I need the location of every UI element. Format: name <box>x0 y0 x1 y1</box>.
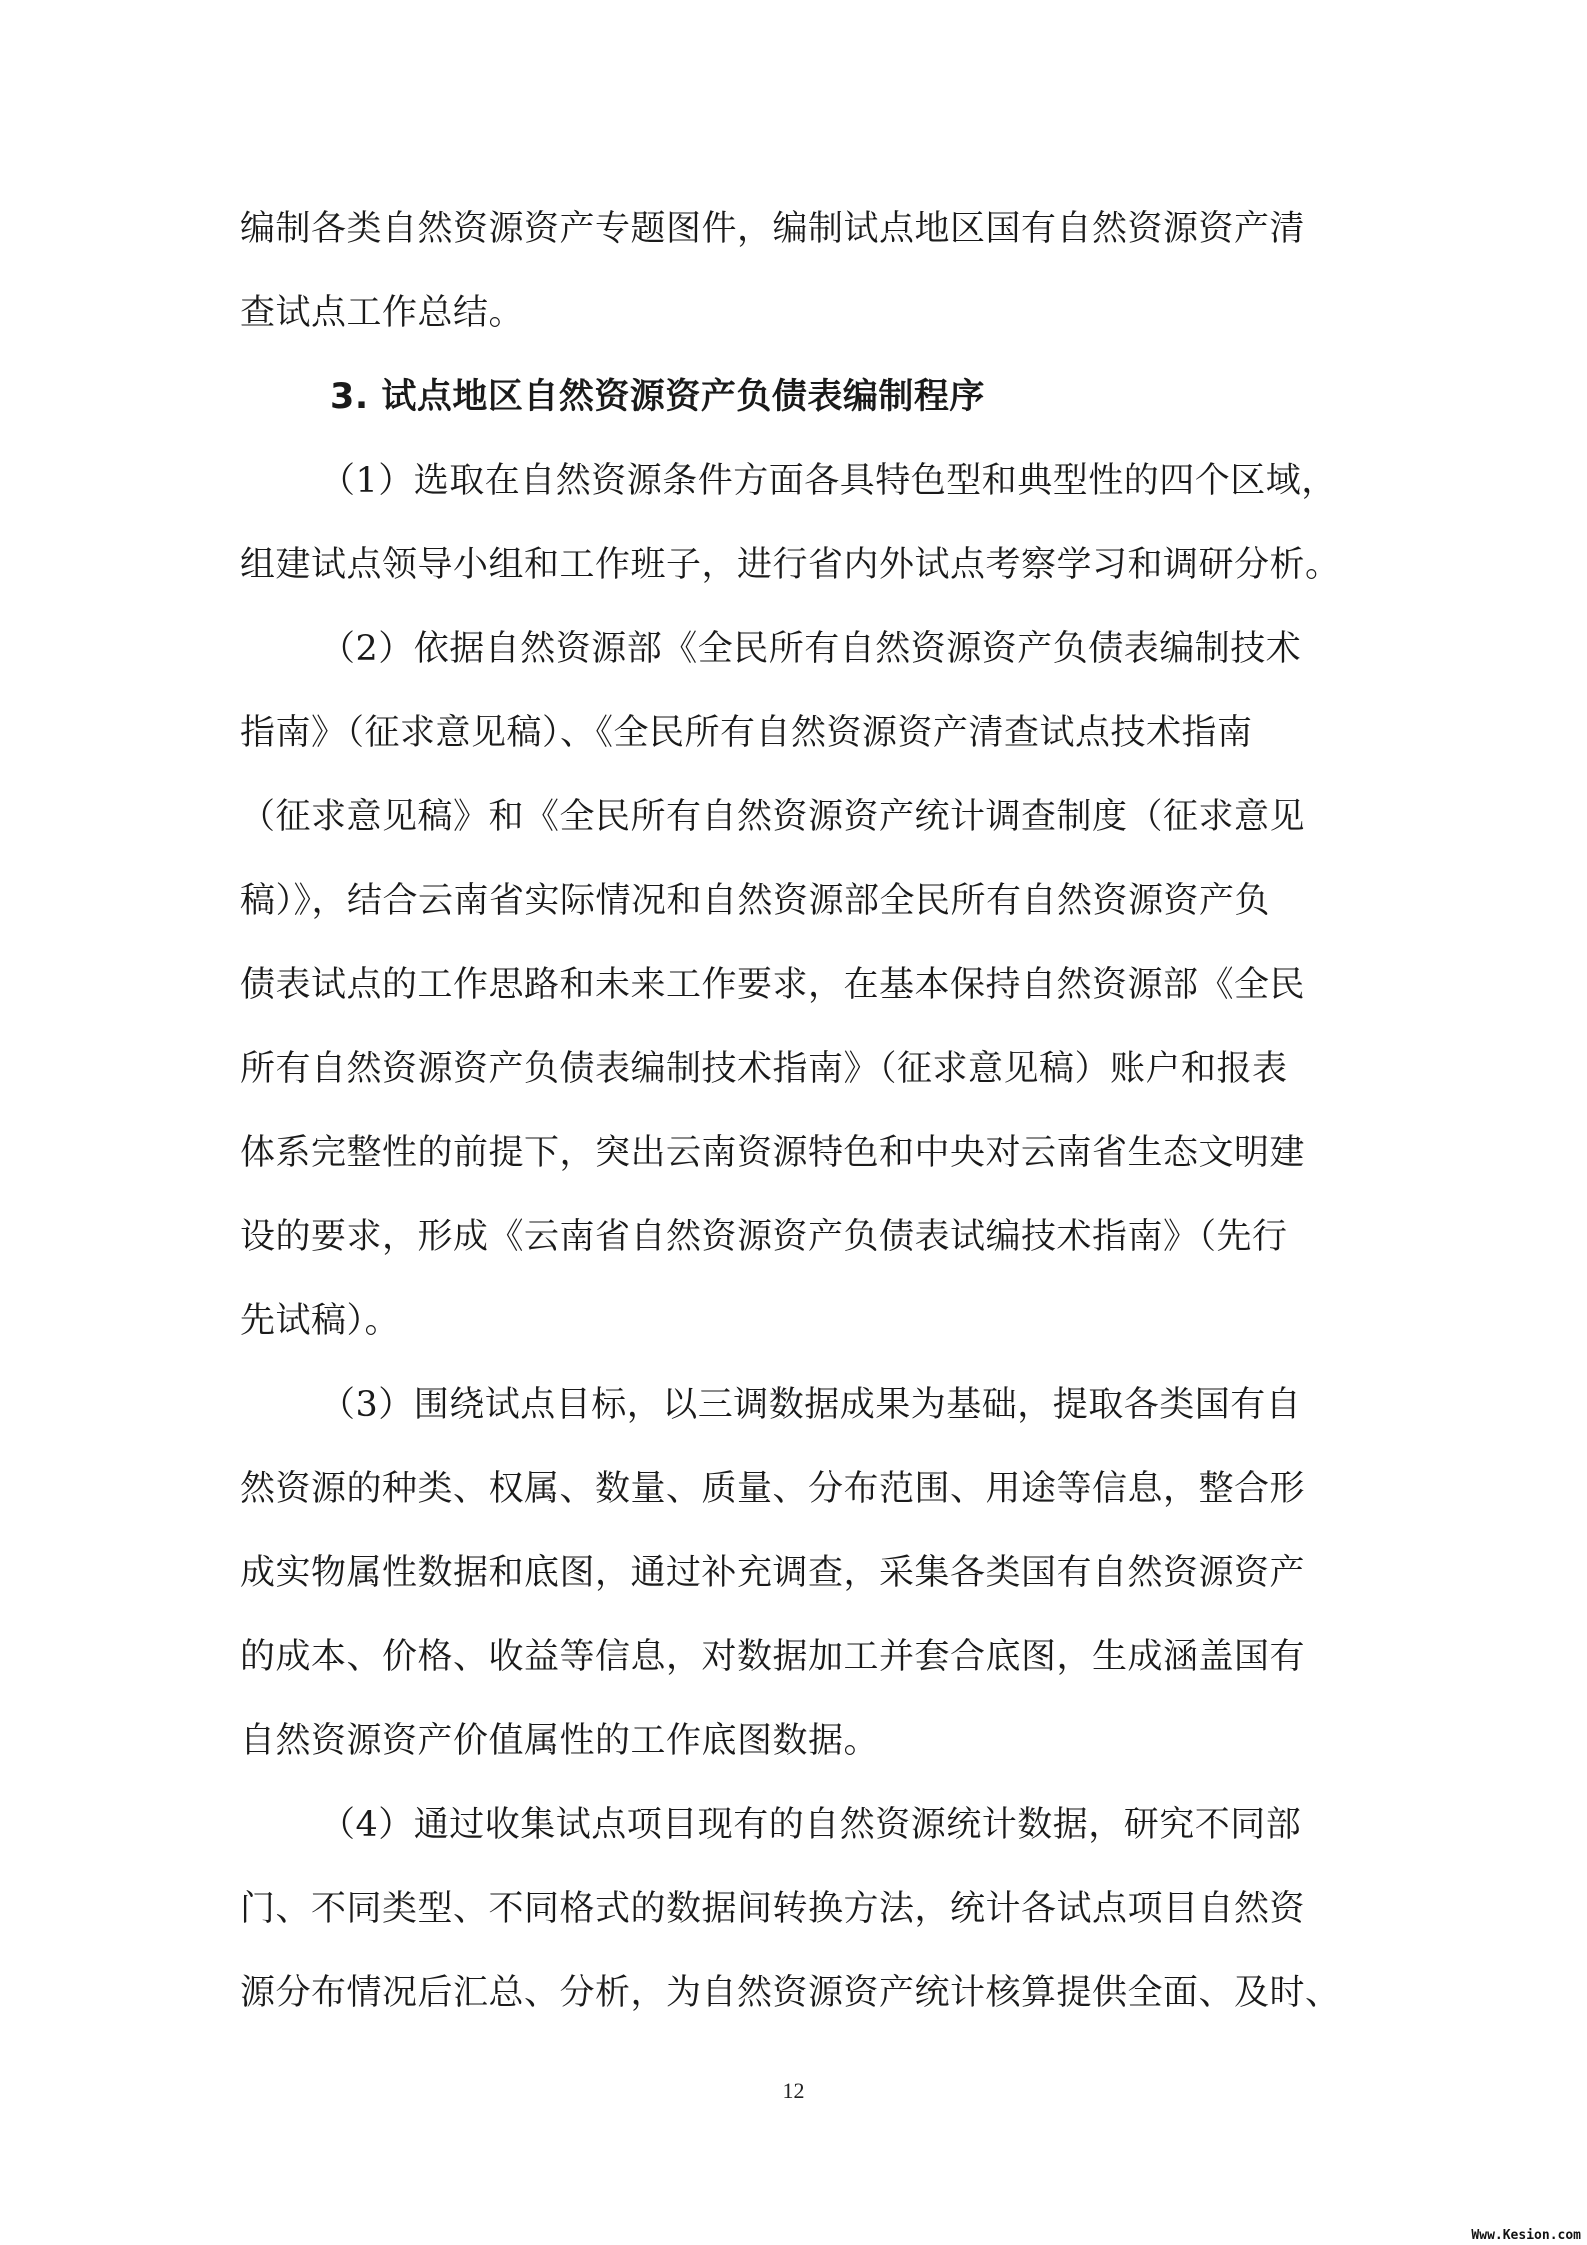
paragraph-line: 稿）》，结合云南省实际情况和自然资源部全民所有自然资源资产负 <box>240 881 1271 921</box>
paragraph-line: 的成本、价格、收益等信息，对数据加工并套合底图，生成涵盖国有 <box>240 1637 1306 1677</box>
paragraph-line: （征求意见稿》和《全民所有自然资源资产统计调查制度（征求意见 <box>240 797 1306 837</box>
paragraph-line: 所有自然资源资产负债表编制技术指南》（征求意见稿）账户和报表 <box>240 1049 1288 1089</box>
paragraph-line: 设的要求，形成《云南省自然资源资产负债表试编技术指南》（先行 <box>240 1217 1288 1257</box>
paragraph-line: （2）依据自然资源部《全民所有自然资源资产负债表编制技术 <box>320 629 1302 669</box>
paragraph-line: 然资源的种类、权属、数量、质量、分布范围、用途等信息，整合形 <box>240 1469 1306 1509</box>
paragraph-line: 指南》（征求意见稿）、《全民所有自然资源资产清查试点技术指南 <box>240 713 1253 753</box>
paragraph-line: 源分布情况后汇总、分析，为自然资源资产统计核算提供全面、及时、 <box>240 1973 1341 2013</box>
section-heading: 3. 试点地区自然资源资产负债表编制程序 <box>330 377 985 417</box>
paragraph-line: （4）通过收集试点项目现有的自然资源统计数据，研究不同部 <box>320 1805 1302 1845</box>
paragraph-line: 体系完整性的前提下，突出云南资源特色和中央对云南省生态文明建 <box>240 1133 1306 1173</box>
paragraph-line: （1）选取在自然资源条件方面各具特色型和典型性的四个区域， <box>320 461 1337 501</box>
paragraph-line: 编制各类自然资源资产专题图件，编制试点地区国有自然资源资产清 <box>240 209 1306 249</box>
paragraph-line: 组建试点领导小组和工作班子，进行省内外试点考察学习和调研分析。 <box>240 545 1341 585</box>
paragraph-line: 门、不同类型、不同格式的数据间转换方法，统计各试点项目自然资 <box>240 1889 1306 1929</box>
paragraph-line: （3）围绕试点目标，以三调数据成果为基础，提取各类国有自 <box>320 1385 1302 1425</box>
paragraph-line: 查试点工作总结。 <box>240 293 525 333</box>
paragraph-line: 自然资源资产价值属性的工作底图数据。 <box>240 1721 880 1761</box>
watermark: Www.Kesion.com <box>1471 2228 1581 2243</box>
paragraph-line: 先试稿）。 <box>240 1301 401 1341</box>
paragraph-line: 成实物属性数据和底图，通过补充调查，采集各类国有自然资源资产 <box>240 1553 1306 1593</box>
paragraph-line: 债表试点的工作思路和未来工作要求，在基本保持自然资源部《全民 <box>240 965 1306 1005</box>
page-number: 12 <box>782 2078 805 2103</box>
